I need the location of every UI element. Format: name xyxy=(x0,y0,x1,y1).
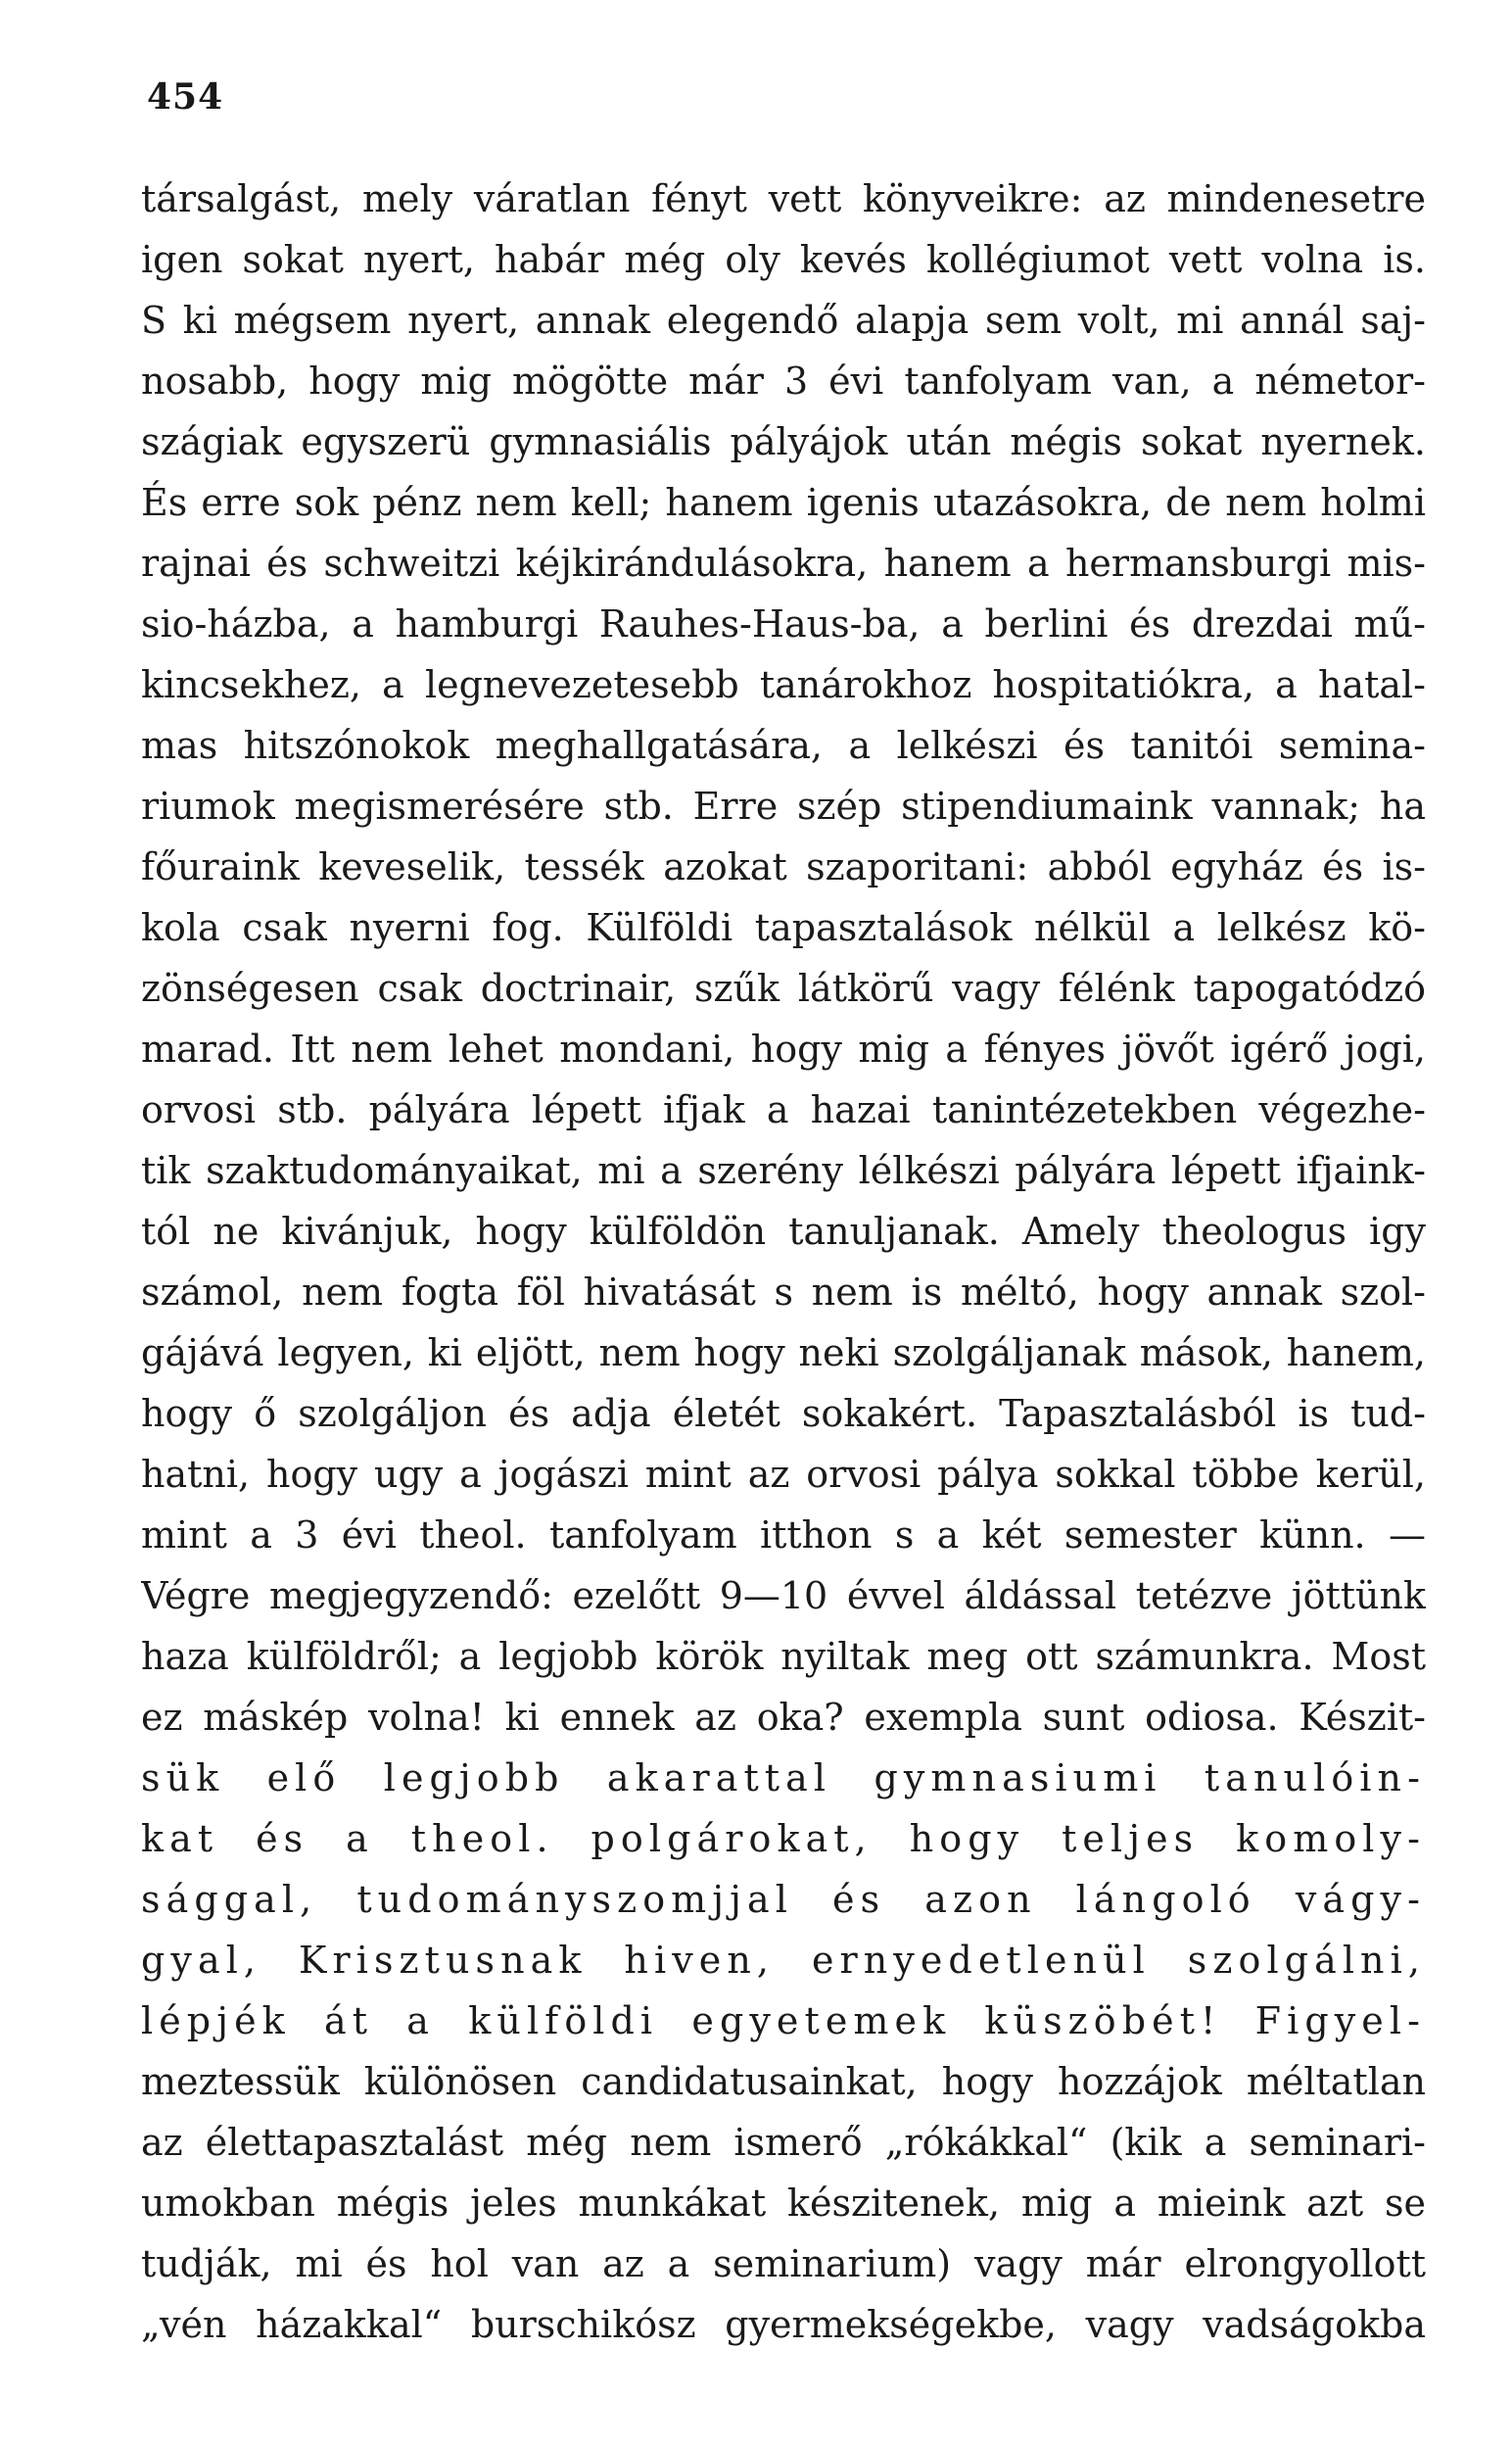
page-number: 454 xyxy=(147,76,224,118)
text-line: umokban mégis jeles munkákat készitenek, mig a mieink azt se xyxy=(141,2182,1426,2225)
text-line: sio-házba, a hamburgi Rauhes-Haus-ba, a berlini és drezdai mű- xyxy=(141,602,1426,646)
spaced-text-line: sük elő legjobb akarattal gymnasiumi tanulóin- xyxy=(141,1756,1426,1799)
text-line: nosabb, hogy mig mögötte már 3 évi tanfolyam van, a németor- xyxy=(141,360,1426,403)
spaced-text-line: kat és a theol. polgárokat, hogy teljes komoly- xyxy=(141,1817,1426,1860)
text-line: gájává legyen, ki eljött, nem hogy neki szolgáljanak mások, hanem, xyxy=(141,1331,1426,1374)
text-line: kincsekhez, a legnevezetesebb tanárokhoz hospitatiókra, a hatal- xyxy=(141,663,1426,706)
text-line: zönségesen csak doctrinair, szűk látkörű vagy félénk tapogatódzó xyxy=(141,967,1426,1010)
text-line: társalgást, mely váratlan fényt vett könyveikre: az mindenesetre xyxy=(141,177,1426,220)
text-line: hatni, hogy ugy a jogászi mint az orvosi pálya sokkal többe kerül, xyxy=(141,1453,1426,1496)
text-line: haza külföldről; a legjobb körök nyiltak meg ott számunkra. Most xyxy=(141,1635,1426,1678)
text-line: tudják, mi és hol van az a seminarium) vagy már elrongyollott xyxy=(141,2242,1426,2285)
text-line: szágiak egyszerü gymnasiális pályájok után mégis sokat nyernek. xyxy=(141,420,1426,463)
text-line: riumok megismerésére stb. Erre szép stipendiumaink vannak; ha xyxy=(141,785,1426,828)
text-line: számol, nem fogta föl hivatását s nem is méltó, hogy annak szol- xyxy=(141,1271,1426,1314)
text-line: És erre sok pénz nem kell; hanem igenis utazásokra, de nem holmi xyxy=(141,481,1426,524)
text-line: marad. Itt nem lehet mondani, hogy mig a fényes jövőt igérő jogi, xyxy=(141,1028,1426,1071)
spaced-text-line: lépjék át a külföldi egyetemek küszöbét! Figyel- xyxy=(141,1999,1426,2042)
text-line: hogy ő szolgáljon és adja életét sokakért. Tapasztalásból is tud- xyxy=(141,1392,1426,1435)
text-line: főuraink keveselik, tessék azokat szaporitani: abból egyház és is- xyxy=(141,845,1426,888)
text-line: igen sokat nyert, habár még oly kevés kollégiumot vett volna is. xyxy=(141,238,1426,281)
text-line: tik szaktudományaikat, mi a szerény lélkészi pályára lépett ifjaink- xyxy=(141,1149,1426,1192)
spaced-text-line: sággal, tudományszomjjal és azon lángoló vágy- xyxy=(141,1878,1426,1921)
text-line: mas hitszónokok meghallgatására, a lelkészi és tanitói semina- xyxy=(141,724,1426,767)
text-line: ez máskép volna! ki ennek az oka? exempla sunt odiosa. Készit- xyxy=(141,1696,1426,1739)
text-line: meztessük különösen candidatusainkat, hogy hozzájok méltatlan xyxy=(141,2060,1426,2103)
text-line: rajnai és schweitzi kéjkirándulásokra, hanem a hermansburgi mis- xyxy=(141,542,1426,585)
body-text xyxy=(141,168,1426,2355)
text-line: orvosi stb. pályára lépett ifjak a hazai tanintézetekben végezhe- xyxy=(141,1088,1426,1131)
text-line: Végre megjegyzendő: ezelőtt 9—10 évvel áldással tetézve jöttünk xyxy=(141,1574,1426,1617)
text-line: tól ne kivánjuk, hogy külföldön tanuljanak. Amely theologus igy xyxy=(141,1210,1426,1253)
text-line: S ki mégsem nyert, annak elegendő alapja sem volt, mi annál saj- xyxy=(141,299,1426,342)
text-line: mint a 3 évi theol. tanfolyam itthon s a két semester künn. — xyxy=(141,1513,1426,1557)
text-line: kola csak nyerni fog. Külföldi tapasztalások nélkül a lelkész kö- xyxy=(141,906,1426,949)
text-line: „vén házakkal“ burschikósz gyermekségekbe, vagy vadságokba xyxy=(141,2303,1426,2346)
spaced-text-line: gyal, Krisztusnak hiven, ernyedetlenül szolgálni, xyxy=(141,1939,1426,1982)
text-line: az élettapasztalást még nem ismerő „rókákkal“ (kik a seminari- xyxy=(141,2121,1426,2164)
